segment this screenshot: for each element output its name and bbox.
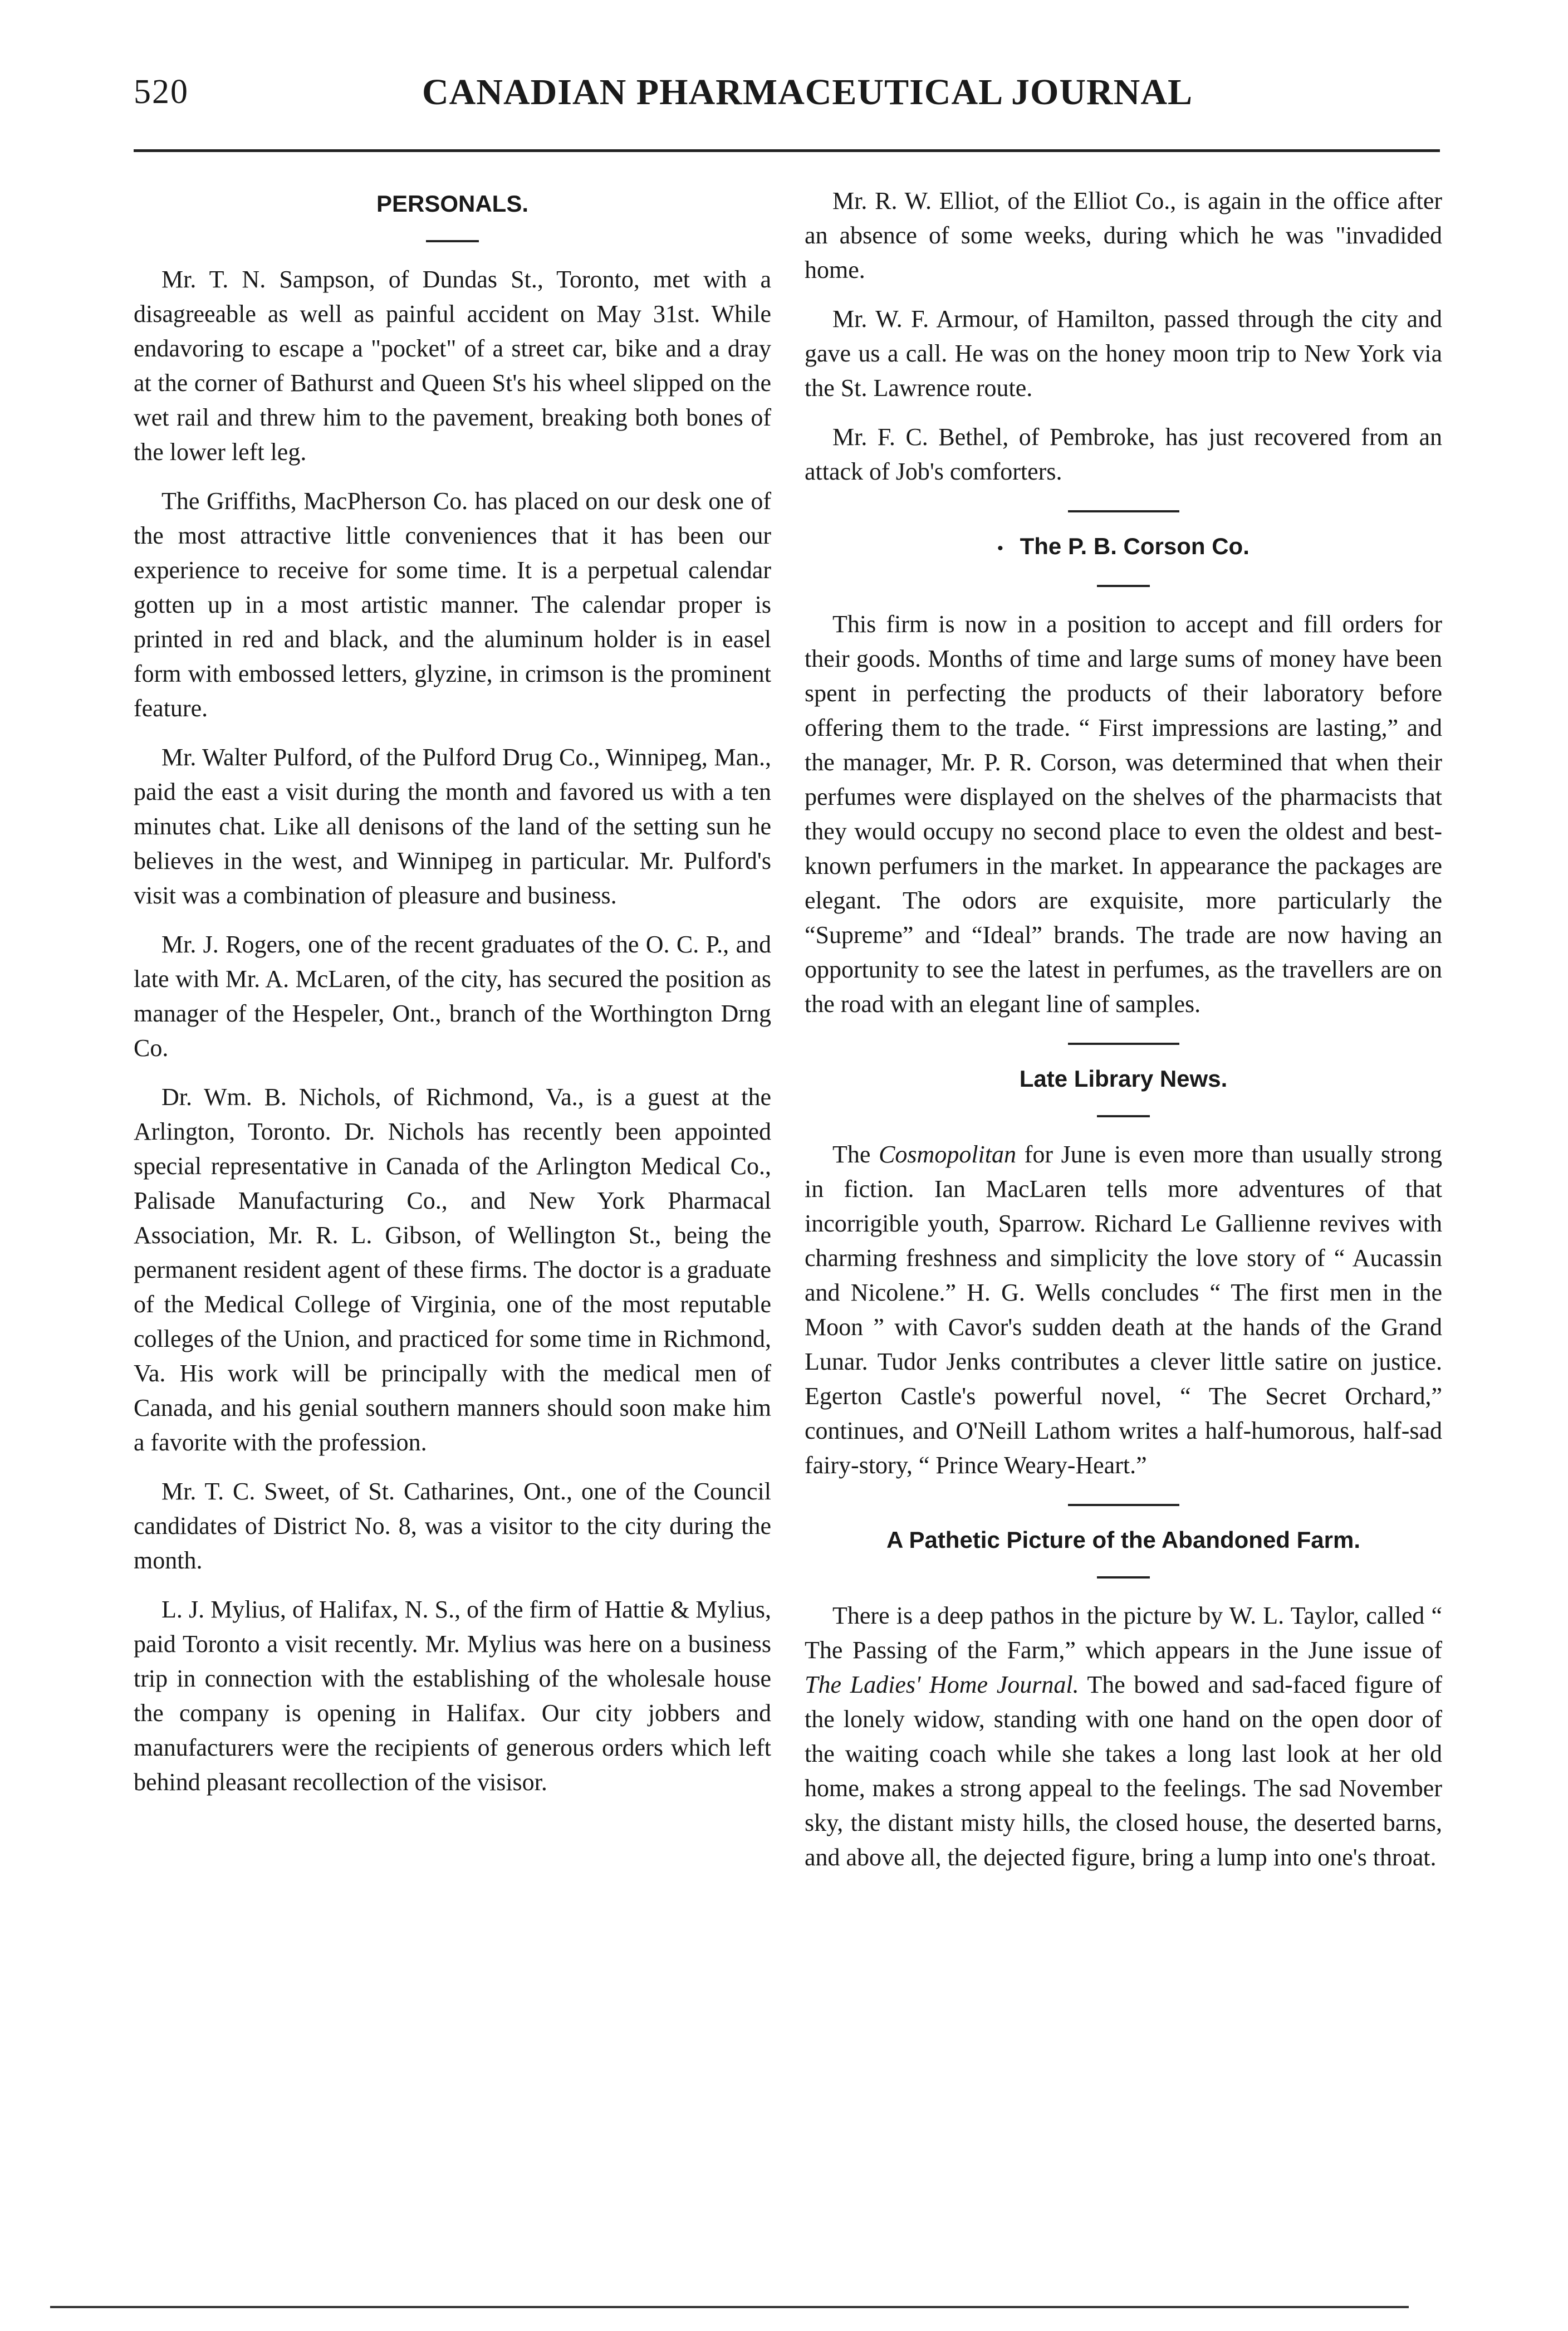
section-divider	[1097, 585, 1150, 587]
farm-paragraph: There is a deep pathos in the picture by W. L. Taylor, called “ The Passing of the Farm,” which appears in the June issue of The Ladies' Home Journal. The bowed and sad-faced figure of the lonely widow, standing with one hand on the open door of the waiting coach while she takes a long last look at her old home, makes a strong appeal to the feelings. The sad November sky, the distant misty hills, the closed house, the deserted barns, and above all, the dejected figure, bring a lump into one's throat.	[805, 1601, 1442, 1871]
corson-paragraph: This firm is now in a position to accept and fill orders for their goods. Months of time and large sums of money have been spent in perfecting the products of their laboratory before offering them to the trade. “ First impressions are lasting,” and the manager, Mr. P. R. Corson, was determined that when their perfumes were displayed on the shelves of the pharmacists that they would occupy no second place to even the oldest and best-known perfumers in the market. In appearance the packages are elegant. The odors are exquisite, more particularly the “Supreme” and “Ideal” brands. The trade are now having an opportunity to see the latest in perfumes, as the travellers are on the road with an elegant line of samples.	[805, 610, 1442, 1018]
magazine-title: Cosmopolitan	[879, 1140, 1016, 1168]
section-divider	[1068, 1504, 1179, 1506]
farm-heading: A Pathetic Picture of the Abandoned Farm.	[886, 1526, 1360, 1553]
personals-paragraph: Mr. T. C. Sweet, of St. Catharines, Ont., one of the Council candidates of District No. 8, was a visitor to the city during the month.	[134, 1478, 771, 1574]
corson-heading: The P. B. Corson Co.	[1020, 533, 1250, 559]
library-heading: Late Library News.	[1019, 1065, 1228, 1092]
personals-paragraph: Mr. W. F. Armour, of Hamilton, passed through the city and gave us a call. He was on the honey moon trip to New York via the St. Lawrence route.	[805, 305, 1442, 402]
footer-rule	[50, 2306, 1409, 2308]
section-divider	[1097, 1576, 1150, 1579]
personals-heading: PERSONALS.	[376, 190, 529, 217]
library-paragraph: The Cosmopolitan for June is even more than usually strong in fiction. Ian MacLaren tells more adventures of that incorrigible youth, Sparrow. Richard Le Gallienne revives with charming freshness and simplicity the love story of “ Aucassin and Nicolene.” H. G. Wells concludes “ The first men in the Moon ” with Cavor's sudden death at the hands of the Grand Lunar. Tudor Jenks contributes a clever little satire on justice. Egerton Castle's powerful novel, “ The Secret Orchard,” continues, and O'Neill Lathom writes a half-humorous, half-sad fairy-story, “ Prince Weary-Heart.”	[805, 1140, 1442, 1479]
section-divider	[1068, 1043, 1179, 1045]
bullet-icon: •	[997, 539, 1003, 558]
personals-paragraph: Dr. Wm. B. Nichols, of Richmond, Va., is a guest at the Arlington, Toronto. Dr. Nichols has recently been appointed special representative in Canada of the Arlington Medical Co., Palisade Manufacturing Co., and New York Pharmacal Association, Mr. R. L. Gibson, of Wellington St., being the permanent resident agent of these firms. The doctor is a graduate of the Medical College of Virginia, one of the most reputable colleges of the Union, and practiced for some time in Richmond, Va. His work will be principally with the medical men of Canada, and his genial southern manners should soon make him a favorite with the profession.	[134, 1083, 771, 1456]
section-divider	[1097, 1115, 1150, 1117]
header-rule	[134, 149, 1440, 152]
personals-paragraph: Mr. R. W. Elliot, of the Elliot Co., is again in the office after an absence of some weeks, during which he was "invadided home.	[805, 187, 1442, 284]
personals-paragraph: L. J. Mylius, of Halifax, N. S., of the firm of Hattie & Mylius, paid Toronto a visit recently. Mr. Mylius was here on a business trip in connection with the establishing of the wholesale house the company is opening in Halifax. Our city jobbers and manufacturers were the recipients of generous orders which left behind pleasant recollection of the visisor.	[134, 1596, 771, 1796]
corson-heading-row	[805, 529, 1442, 566]
magazine-title: The Ladies' Home Journal.	[805, 1670, 1079, 1698]
personals-paragraph: The Griffiths, MacPherson Co. has placed on our desk one of the most attractive little conveniences that it has been our experience to receive for some time. It is a perpetual calendar gotten up in a most artistic manner. The calendar proper is printed in red and black, and the aluminum holder is in easel form with embossed letters, glyzine, in crimson is the prominent feature.	[134, 487, 771, 722]
personals-paragraph: Mr. Walter Pulford, of the Pulford Drug Co., Winnipeg, Man., paid the east a visit during the month and favored us with a ten minutes chat. Like all denisons of the land of the setting sun he believes in the west, and Winnipeg in particular. Mr. Pulford's visit was a combination of pleasure and business.	[134, 744, 771, 909]
personals-paragraph: Mr. J. Rogers, one of the recent graduates of the O. C. P., and late with Mr. A. McLaren, of the city, has secured the position as manager of the Hespeler, Ont., branch of the Worthington Drng Co.	[134, 931, 771, 1062]
personals-paragraph: Mr. F. C. Bethel, of Pembroke, has just recovered from an attack of Job's comforters.	[805, 423, 1442, 485]
left-column	[134, 187, 771, 1814]
right-column	[805, 184, 1442, 1889]
journal-title: CANADIAN PHARMACEUTICAL JOURNAL	[422, 72, 1193, 113]
personals-paragraph: Mr. T. N. Sampson, of Dundas St., Toronto, met with a disagreeable as well as painful accident on May 31st. While endavoring to escape a "pocket" of a street car, bike and a dray at the corner of Bathurst and Queen St's his wheel slipped on the wet rail and threw him to the pavement, breaking both bones of the lower left leg.	[134, 266, 771, 466]
page-number: 520	[134, 73, 189, 111]
section-divider	[426, 240, 479, 242]
section-divider	[1068, 510, 1179, 512]
